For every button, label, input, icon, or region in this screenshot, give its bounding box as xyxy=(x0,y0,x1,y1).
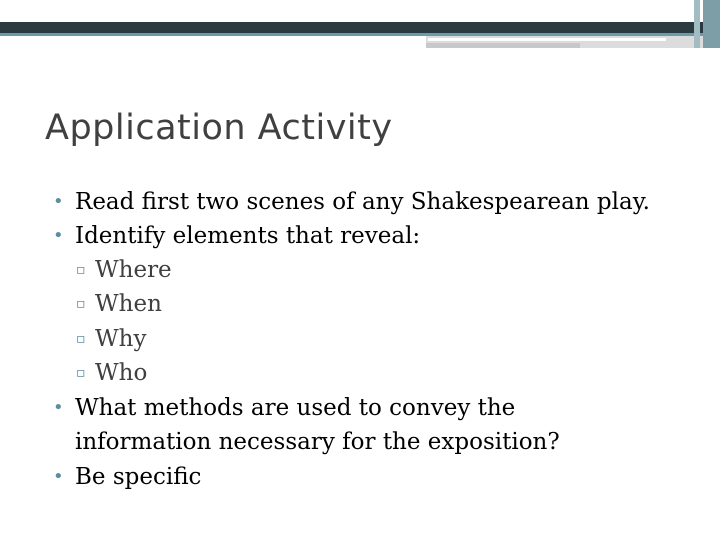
sub-item-text: Who xyxy=(95,360,148,386)
sub-bullet-square-icon: ▫ xyxy=(76,331,86,347)
bullet-text: Identify elements that reveal: xyxy=(75,223,421,249)
slide-title: Application Activity xyxy=(45,108,393,148)
header-shade-bar xyxy=(426,43,580,48)
bullet-text-line-1: What methods are used to convey the xyxy=(75,395,516,421)
header-dark-bar xyxy=(0,22,720,33)
header-top-band xyxy=(0,0,720,22)
corner-accent-left xyxy=(694,0,700,48)
bullet-text: Be specific xyxy=(75,464,202,490)
corner-accent-right xyxy=(703,0,720,48)
bullet-dot-icon: • xyxy=(53,225,64,246)
sub-bullet-square-icon: ▫ xyxy=(76,296,86,312)
sub-bullet-square-icon: ▫ xyxy=(76,365,86,381)
sub-item-text: Why xyxy=(95,326,147,352)
sub-bullet-square-icon: ▫ xyxy=(76,262,86,278)
bullet-text: Read first two scenes of any Shakespearean play. xyxy=(75,189,650,215)
bullet-text-line-2: information necessary for the exposition? xyxy=(75,429,560,455)
bullet-dot-icon: • xyxy=(53,397,64,418)
bullet-dot-icon: • xyxy=(53,466,64,487)
sub-item-text: When xyxy=(95,291,162,317)
bullet-dot-icon: • xyxy=(53,191,64,212)
sub-item-text: Where xyxy=(95,257,172,283)
header-highlight-bar xyxy=(428,38,666,41)
